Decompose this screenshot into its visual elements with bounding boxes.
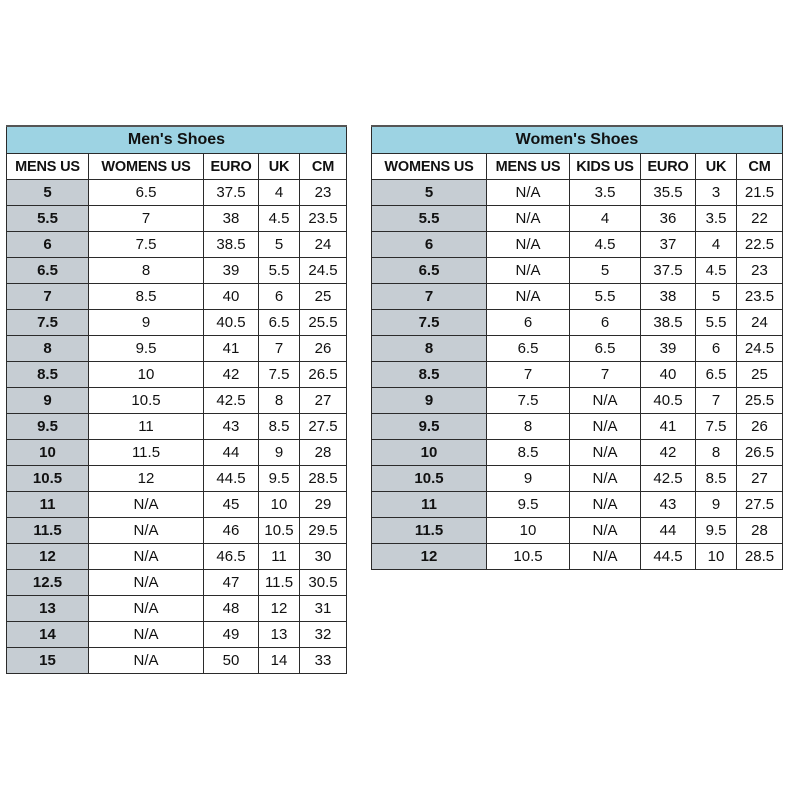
size-value-cell: 42.5	[204, 388, 259, 414]
size-value-cell: N/A	[570, 388, 641, 414]
size-value-cell: 6	[570, 310, 641, 336]
womens-column-header: CM	[737, 154, 783, 180]
womens-header-row	[372, 154, 783, 180]
size-key-cell: 12.5	[7, 570, 89, 596]
size-key-cell: 10.5	[372, 466, 487, 492]
size-value-cell: 27	[300, 388, 347, 414]
table-row	[7, 310, 347, 336]
table-row	[7, 362, 347, 388]
size-value-cell: 14	[259, 648, 300, 674]
table-row	[372, 388, 783, 414]
table-row	[7, 492, 347, 518]
womens-table-body	[372, 180, 783, 570]
size-key-cell: 5.5	[372, 206, 487, 232]
size-key-cell: 12	[7, 544, 89, 570]
table-row	[7, 258, 347, 284]
size-key-cell: 7	[372, 284, 487, 310]
table-row	[7, 518, 347, 544]
size-value-cell: N/A	[487, 206, 570, 232]
size-value-cell: 10.5	[487, 544, 570, 570]
size-value-cell: 42.5	[641, 466, 696, 492]
size-value-cell: 44	[641, 518, 696, 544]
mens-column-header: MENS US	[7, 154, 89, 180]
size-value-cell: 12	[89, 466, 204, 492]
size-value-cell: 22.5	[737, 232, 783, 258]
size-value-cell: N/A	[570, 466, 641, 492]
size-key-cell: 6	[7, 232, 89, 258]
size-value-cell: 25	[300, 284, 347, 310]
size-value-cell: 5	[696, 284, 737, 310]
size-value-cell: 6	[259, 284, 300, 310]
size-value-cell: 26.5	[300, 362, 347, 388]
size-key-cell: 9	[7, 388, 89, 414]
size-value-cell: 44.5	[641, 544, 696, 570]
size-value-cell: 7	[259, 336, 300, 362]
size-value-cell: 44.5	[204, 466, 259, 492]
size-value-cell: 35.5	[641, 180, 696, 206]
size-key-cell: 8.5	[7, 362, 89, 388]
size-value-cell: 13	[259, 622, 300, 648]
womens-column-header: UK	[696, 154, 737, 180]
size-value-cell: 37	[641, 232, 696, 258]
size-key-cell: 5	[7, 180, 89, 206]
size-key-cell: 11	[7, 492, 89, 518]
size-value-cell: 4.5	[259, 206, 300, 232]
size-value-cell: 5.5	[696, 310, 737, 336]
size-value-cell: 7.5	[696, 414, 737, 440]
size-value-cell: 27.5	[300, 414, 347, 440]
size-value-cell: 21.5	[737, 180, 783, 206]
size-value-cell: 30.5	[300, 570, 347, 596]
table-row	[372, 336, 783, 362]
size-value-cell: 7	[89, 206, 204, 232]
size-value-cell: 5.5	[259, 258, 300, 284]
size-value-cell: 6.5	[696, 362, 737, 388]
size-value-cell: 7	[487, 362, 570, 388]
size-value-cell: 27	[737, 466, 783, 492]
size-value-cell: 6	[487, 310, 570, 336]
size-key-cell: 8.5	[372, 362, 487, 388]
size-value-cell: 3.5	[696, 206, 737, 232]
size-value-cell: 22	[737, 206, 783, 232]
size-value-cell: 31	[300, 596, 347, 622]
size-value-cell: N/A	[570, 518, 641, 544]
size-key-cell: 6.5	[372, 258, 487, 284]
size-value-cell: 8.5	[487, 440, 570, 466]
table-row	[372, 258, 783, 284]
size-key-cell: 10	[7, 440, 89, 466]
size-value-cell: N/A	[89, 518, 204, 544]
size-value-cell: 41	[204, 336, 259, 362]
size-value-cell: 28	[300, 440, 347, 466]
size-value-cell: 41	[641, 414, 696, 440]
size-value-cell: N/A	[570, 544, 641, 570]
size-value-cell: 11.5	[89, 440, 204, 466]
size-value-cell: 47	[204, 570, 259, 596]
size-value-cell: 6.5	[259, 310, 300, 336]
size-value-cell: 26.5	[737, 440, 783, 466]
size-key-cell: 8	[7, 336, 89, 362]
mens-table-body	[7, 180, 347, 674]
size-value-cell: 23.5	[300, 206, 347, 232]
table-row	[7, 232, 347, 258]
size-value-cell: 9	[89, 310, 204, 336]
size-value-cell: 3.5	[570, 180, 641, 206]
size-value-cell: 46.5	[204, 544, 259, 570]
size-value-cell: 24	[300, 232, 347, 258]
mens-table-title: Men's Shoes	[7, 126, 347, 154]
womens-table-title: Women's Shoes	[372, 126, 783, 154]
size-value-cell: N/A	[89, 596, 204, 622]
table-row	[7, 648, 347, 674]
table-row	[372, 362, 783, 388]
size-value-cell: 4	[259, 180, 300, 206]
size-key-cell: 10	[372, 440, 487, 466]
womens-column-header: KIDS US	[570, 154, 641, 180]
size-value-cell: 40	[641, 362, 696, 388]
size-value-cell: 6.5	[570, 336, 641, 362]
size-value-cell: 39	[641, 336, 696, 362]
mens-size-table	[6, 125, 347, 674]
size-value-cell: 48	[204, 596, 259, 622]
table-row	[372, 206, 783, 232]
size-value-cell: 3	[696, 180, 737, 206]
size-value-cell: 23	[300, 180, 347, 206]
size-value-cell: 9	[259, 440, 300, 466]
size-value-cell: 26	[300, 336, 347, 362]
size-value-cell: 10	[89, 362, 204, 388]
size-value-cell: 9	[487, 466, 570, 492]
mens-column-header: CM	[300, 154, 347, 180]
size-key-cell: 5	[372, 180, 487, 206]
size-value-cell: N/A	[570, 414, 641, 440]
table-row	[372, 310, 783, 336]
size-value-cell: 24	[737, 310, 783, 336]
size-value-cell: 25.5	[737, 388, 783, 414]
size-value-cell: 8	[89, 258, 204, 284]
size-value-cell: 7.5	[487, 388, 570, 414]
size-value-cell: N/A	[570, 440, 641, 466]
size-value-cell: 7.5	[259, 362, 300, 388]
table-row	[372, 492, 783, 518]
size-value-cell: 5.5	[570, 284, 641, 310]
size-value-cell: 8	[487, 414, 570, 440]
size-value-cell: 44	[204, 440, 259, 466]
size-value-cell: 10	[487, 518, 570, 544]
size-value-cell: 7.5	[89, 232, 204, 258]
size-value-cell: 24.5	[737, 336, 783, 362]
table-row	[372, 284, 783, 310]
size-value-cell: 37.5	[641, 258, 696, 284]
size-value-cell: 11	[259, 544, 300, 570]
size-value-cell: 28	[737, 518, 783, 544]
table-row	[372, 180, 783, 206]
size-value-cell: 38.5	[641, 310, 696, 336]
size-key-cell: 11.5	[372, 518, 487, 544]
size-key-cell: 13	[7, 596, 89, 622]
table-row	[7, 388, 347, 414]
size-value-cell: 6	[696, 336, 737, 362]
size-value-cell: 42	[204, 362, 259, 388]
table-row	[7, 414, 347, 440]
size-value-cell: 24.5	[300, 258, 347, 284]
size-value-cell: 7	[570, 362, 641, 388]
size-value-cell: 29.5	[300, 518, 347, 544]
size-value-cell: N/A	[487, 284, 570, 310]
size-key-cell: 10.5	[7, 466, 89, 492]
size-key-cell: 9	[372, 388, 487, 414]
size-value-cell: 5	[570, 258, 641, 284]
size-value-cell: 5	[259, 232, 300, 258]
size-value-cell: 10.5	[89, 388, 204, 414]
size-key-cell: 7	[7, 284, 89, 310]
size-value-cell: 39	[204, 258, 259, 284]
size-value-cell: 33	[300, 648, 347, 674]
mens-column-header: EURO	[204, 154, 259, 180]
size-value-cell: 42	[641, 440, 696, 466]
mens-column-header: UK	[259, 154, 300, 180]
size-key-cell: 12	[372, 544, 487, 570]
womens-size-table	[371, 125, 783, 570]
size-value-cell: 4.5	[570, 232, 641, 258]
size-value-cell: N/A	[89, 492, 204, 518]
table-row	[7, 622, 347, 648]
size-value-cell: 23.5	[737, 284, 783, 310]
size-value-cell: 9.5	[89, 336, 204, 362]
size-value-cell: 28.5	[300, 466, 347, 492]
size-value-cell: 6.5	[487, 336, 570, 362]
size-value-cell: 49	[204, 622, 259, 648]
size-value-cell: N/A	[570, 492, 641, 518]
size-key-cell: 7.5	[7, 310, 89, 336]
size-value-cell: 8.5	[89, 284, 204, 310]
size-value-cell: 25.5	[300, 310, 347, 336]
size-value-cell: 11.5	[259, 570, 300, 596]
womens-column-header: MENS US	[487, 154, 570, 180]
womens-column-header: WOMENS US	[372, 154, 487, 180]
size-value-cell: 23	[737, 258, 783, 284]
size-key-cell: 6.5	[7, 258, 89, 284]
size-value-cell: 30	[300, 544, 347, 570]
table-row	[372, 414, 783, 440]
size-value-cell: 40.5	[204, 310, 259, 336]
table-row	[372, 466, 783, 492]
size-key-cell: 14	[7, 622, 89, 648]
table-row	[7, 544, 347, 570]
size-value-cell: 43	[641, 492, 696, 518]
table-row	[7, 440, 347, 466]
size-key-cell: 5.5	[7, 206, 89, 232]
size-value-cell: 27.5	[737, 492, 783, 518]
size-value-cell: 8.5	[259, 414, 300, 440]
table-row	[372, 544, 783, 570]
size-value-cell: 10.5	[259, 518, 300, 544]
table-row	[7, 284, 347, 310]
table-row	[7, 466, 347, 492]
size-key-cell: 11	[372, 492, 487, 518]
size-value-cell: 8	[259, 388, 300, 414]
size-value-cell: 12	[259, 596, 300, 622]
size-value-cell: 29	[300, 492, 347, 518]
size-value-cell: N/A	[487, 232, 570, 258]
size-value-cell: 8	[696, 440, 737, 466]
size-value-cell: N/A	[89, 622, 204, 648]
size-key-cell: 9.5	[7, 414, 89, 440]
size-value-cell: 28.5	[737, 544, 783, 570]
size-value-cell: 10	[259, 492, 300, 518]
size-value-cell: 6.5	[89, 180, 204, 206]
size-value-cell: 11	[89, 414, 204, 440]
mens-header-row	[7, 154, 347, 180]
size-value-cell: 4.5	[696, 258, 737, 284]
size-value-cell: 4	[570, 206, 641, 232]
size-value-cell: 26	[737, 414, 783, 440]
size-value-cell: 38	[641, 284, 696, 310]
size-key-cell: 8	[372, 336, 487, 362]
size-value-cell: N/A	[487, 180, 570, 206]
table-row	[7, 180, 347, 206]
size-key-cell: 11.5	[7, 518, 89, 544]
size-value-cell: 40	[204, 284, 259, 310]
table-row	[7, 596, 347, 622]
size-value-cell: N/A	[89, 648, 204, 674]
size-key-cell: 15	[7, 648, 89, 674]
size-value-cell: 8.5	[696, 466, 737, 492]
size-value-cell: 9.5	[487, 492, 570, 518]
table-row	[7, 570, 347, 596]
table-row	[7, 336, 347, 362]
size-value-cell: 50	[204, 648, 259, 674]
size-value-cell: 9	[696, 492, 737, 518]
mens-column-header: WOMENS US	[89, 154, 204, 180]
size-value-cell: N/A	[89, 570, 204, 596]
size-value-cell: N/A	[89, 544, 204, 570]
table-row	[7, 206, 347, 232]
size-value-cell: 38.5	[204, 232, 259, 258]
size-value-cell: 7	[696, 388, 737, 414]
size-value-cell: 9.5	[259, 466, 300, 492]
size-key-cell: 7.5	[372, 310, 487, 336]
size-value-cell: 40.5	[641, 388, 696, 414]
size-value-cell: 43	[204, 414, 259, 440]
size-value-cell: 25	[737, 362, 783, 388]
size-value-cell: 45	[204, 492, 259, 518]
table-row	[372, 232, 783, 258]
table-row	[372, 440, 783, 466]
size-value-cell: N/A	[487, 258, 570, 284]
size-value-cell: 10	[696, 544, 737, 570]
womens-column-header: EURO	[641, 154, 696, 180]
size-value-cell: 32	[300, 622, 347, 648]
size-value-cell: 37.5	[204, 180, 259, 206]
size-key-cell: 6	[372, 232, 487, 258]
size-value-cell: 4	[696, 232, 737, 258]
size-value-cell: 9.5	[696, 518, 737, 544]
size-key-cell: 9.5	[372, 414, 487, 440]
size-value-cell: 46	[204, 518, 259, 544]
size-value-cell: 36	[641, 206, 696, 232]
table-row	[372, 518, 783, 544]
size-value-cell: 38	[204, 206, 259, 232]
